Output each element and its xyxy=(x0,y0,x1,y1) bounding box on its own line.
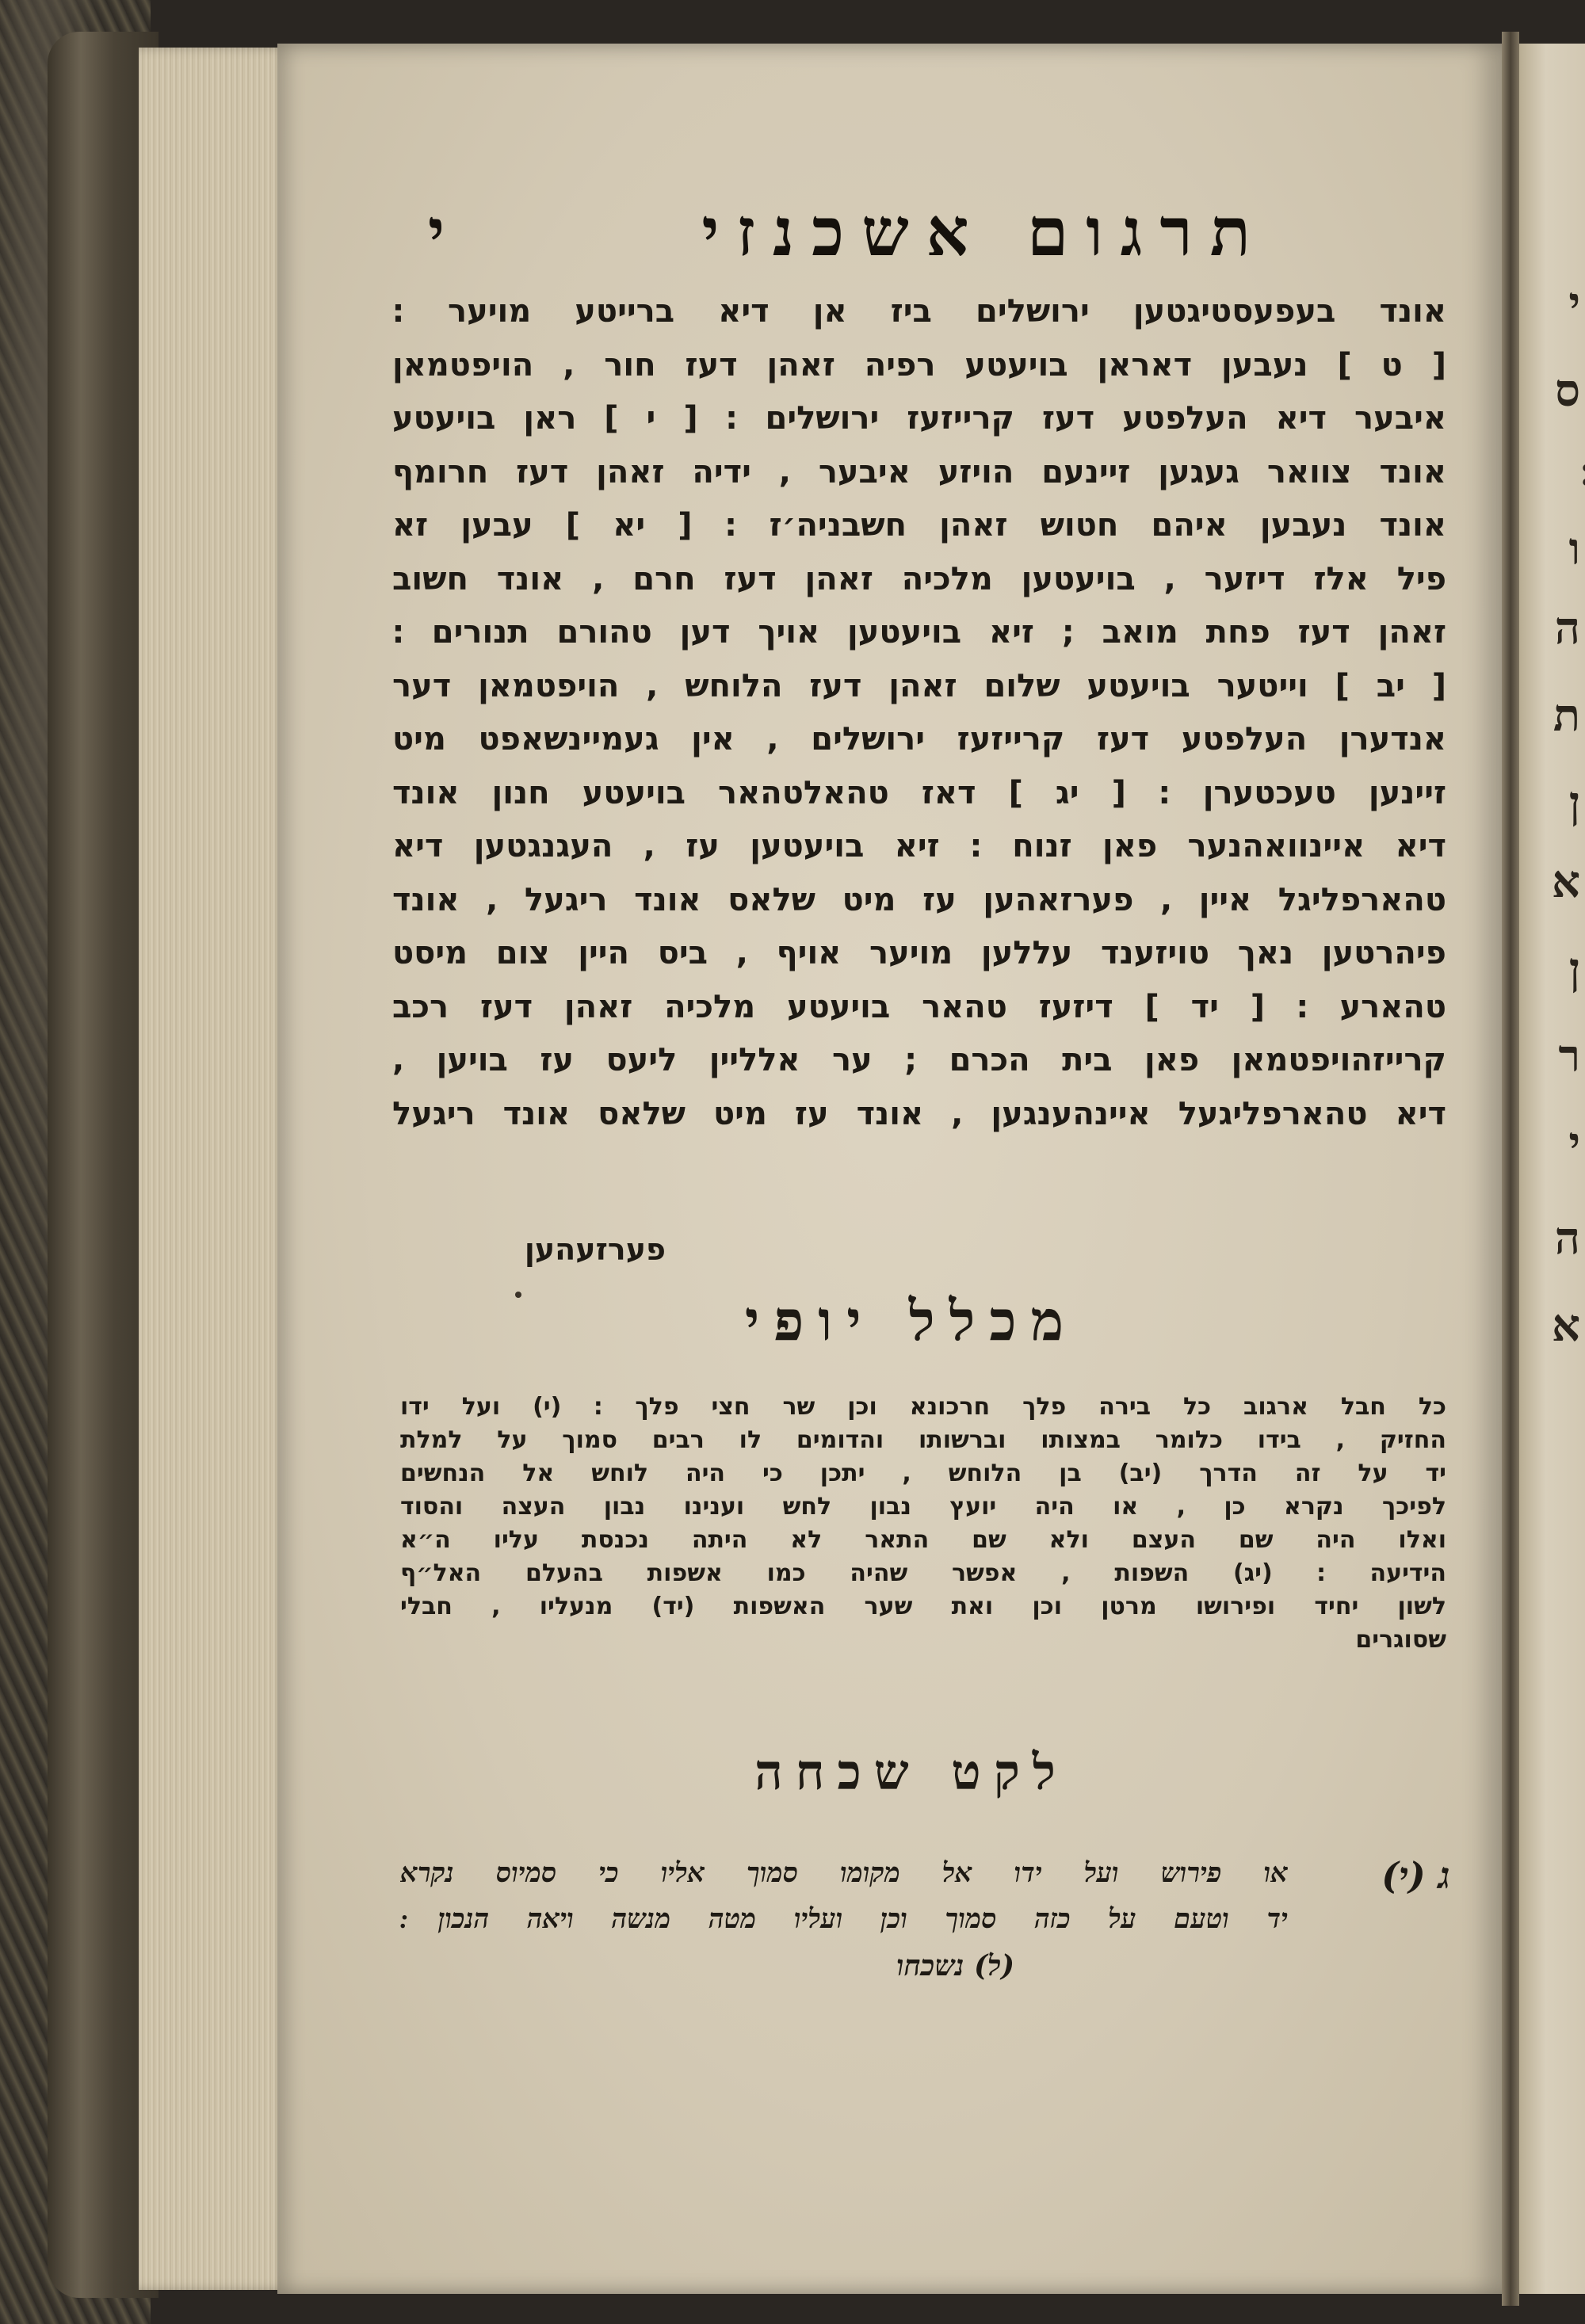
translation-line: אונד צוואר געגען זיינעם הויזע איבער , ידיה זאהן דעז חרומף xyxy=(392,453,1446,490)
facing-page-glyph: א xyxy=(1552,1299,1580,1352)
commentary-line: לפיכך נקרא כן , או היה יועץ נבון לחש וענינו נבון העצה והסוד xyxy=(400,1493,1446,1521)
facing-page-glyph: ה xyxy=(1554,602,1580,654)
facing-page-glyph: י xyxy=(1568,1117,1580,1170)
leket-line: או פירוש ועל ידו אל מקומו סמוך אליו כי סמיוס נקרא xyxy=(400,1857,1288,1889)
facing-page-glyph: י xyxy=(1568,277,1580,330)
translation-line: [ יב ] וייטער בויעטע שלום זאהן דעז הלוחש , הויפטמאן דער xyxy=(392,667,1446,704)
translation-line: איבער דיא העלפטע דעז קרייזעז ירושלים ׃ [ י ] ראן בויעטע xyxy=(392,400,1446,437)
translation-line: קרייזהויפטמאן פאן בית הכרם ; ער אלליין ליעס עז בויען , xyxy=(392,1042,1446,1078)
translation-line: [ ט ] נעבען דאראן בויעטע רפיה זאהן דעז חור , הויפטמאן xyxy=(392,346,1446,384)
commentary-line: הידיעה ׃ (יג) השפות , אפשר שהיה כמו אשפות בהעלם האל״ף xyxy=(400,1559,1446,1587)
commentary-line: שסוגרים xyxy=(1355,1626,1446,1654)
ink-mark xyxy=(515,1292,521,1298)
translation-text-block xyxy=(392,285,1446,1141)
translation-line: טהארפליגל איין , פערזאהען עז מיט שלאס אונד ריגעל , אונד xyxy=(392,881,1446,918)
facing-page-glyph: ן xyxy=(1568,777,1580,829)
translation-line: פיהרטען נאך טויזענד עללען מויער אויף , ביס היין צום מיסט xyxy=(392,935,1446,971)
commentary-line: כל חבל ארגוב כל בירה פלך חרכונא וכן שר חצי פלך ׃ (י) ועל ידו xyxy=(400,1393,1446,1421)
facing-page-glyph: ו xyxy=(1568,523,1580,575)
book-gutter xyxy=(1502,32,1519,2306)
section-heading-michlal-yofi: מכלל יופי xyxy=(744,1288,1079,1353)
running-head-title: תרגום אשכנזי xyxy=(701,193,1268,271)
commentary-line: החזיק , בידו כלומר במצותו וברשותו והדומים לו רבים סמוך על למלת xyxy=(400,1426,1446,1454)
facing-page-glyph: ס xyxy=(1555,364,1580,417)
facing-page-glyph: א xyxy=(1552,856,1580,908)
translation-line: דיא איינוואהנער פאן זנוח ׃ זיא בויעטען עז , העגנגטען דיא xyxy=(392,828,1446,864)
translation-line: אונד בעפעסטיגטען ירושלים ביז אן דיא ברייטע מויער ׃ xyxy=(392,293,1446,330)
facing-page-edge xyxy=(1519,44,1585,2294)
translation-line: זיינען טעכטערן ׃ [ יג ] דאז טהאלטהאר בויעטע חנון אונד xyxy=(392,774,1446,811)
commentary-line: לשון יחיד ופירושו מרטן וכן ואת שער האשפות (יד) מנעליו , חבלי xyxy=(400,1593,1446,1620)
facing-page-glyph xyxy=(1533,448,1580,492)
facing-page-glyph: ן xyxy=(1568,943,1580,995)
section-heading-leket-shikhecha: לקט שכחה xyxy=(754,1743,1068,1801)
commentary-line: ואלו היה שם העצם ולא שם התאר לא היתה נכנסת עליו ה״א xyxy=(400,1526,1446,1554)
translation-line: פיל אלז דיזער , בויעטען מלכיה זאהן דעז חרם , אונד חשוב xyxy=(392,560,1446,597)
translation-line: אונד נעבען איהם חטוש זאהן חשבניה׳ז ׃ [ יא ] עבען זא xyxy=(392,507,1446,544)
leket-text-block xyxy=(400,1850,1446,1942)
facing-page-glyph: ת xyxy=(1553,689,1580,742)
page-block-edges xyxy=(139,48,289,2290)
commentary-line: יד על זה הדרך (יב) בן הלוחש , יתכן כי היה לוחש אל הנחשים xyxy=(400,1460,1446,1487)
translation-line: אנדערן העלפטע דעז קרייזעז ירושלים , אין געמיינשאפט מיט xyxy=(392,721,1446,757)
leket-verse-number: ג (י) xyxy=(1381,1854,1450,1897)
facing-page-glyph: ר xyxy=(1558,1030,1580,1082)
translation-line: טהארע ׃ [ יד ] דיזעז טהאר בויעטע מלכיה זאהן דעז רכב xyxy=(392,988,1446,1025)
running-head xyxy=(428,189,1268,276)
commentary-text-block xyxy=(400,1391,1446,1657)
leket-line: יד וטעם על כזה סמוך וכן ועליו מטה מנשה ויאה הנכון ׃ xyxy=(400,1903,1288,1935)
page-number: י xyxy=(428,194,445,269)
catchword: פערזעהען xyxy=(524,1232,666,1267)
translation-line: זאהן דעז פחת מואב ; זיא בויעטען אויך דען טהורם תנורים ׃ xyxy=(392,614,1446,651)
leket-line: (ל) נשכחו xyxy=(896,1949,1014,1982)
facing-page-glyph: ה xyxy=(1554,1212,1580,1265)
translation-line: דיא טהארפליגעל איינהענגען , אונד עז מיט שלאס אונד ריגעל xyxy=(392,1095,1446,1132)
